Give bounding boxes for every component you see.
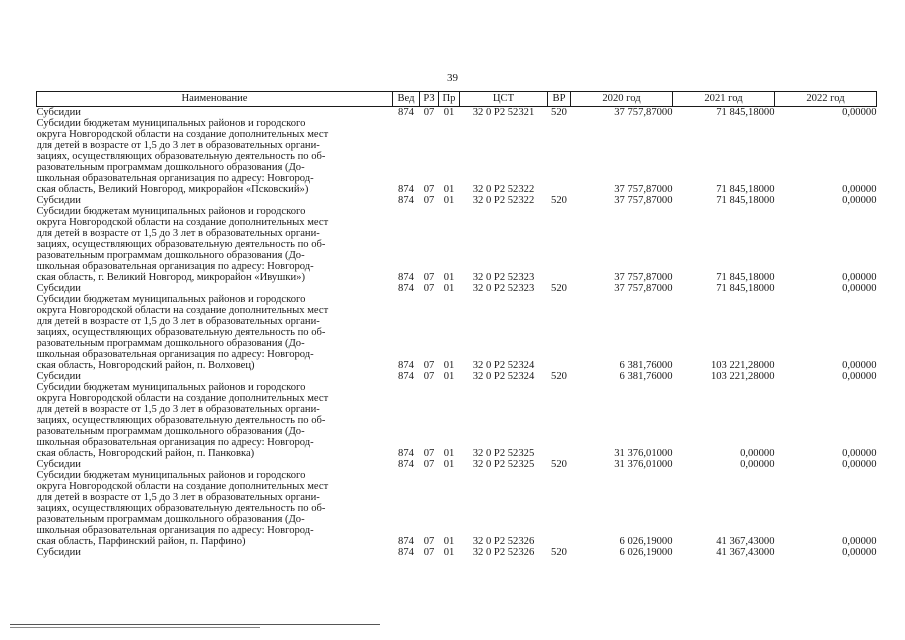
row-2021: 71 845,18000	[716, 184, 775, 195]
row-rz: 07	[423, 360, 435, 371]
row-vr	[548, 294, 571, 371]
row-vr: 520	[551, 459, 567, 470]
table-row	[37, 107, 877, 119]
footer-rule-secondary	[10, 627, 260, 628]
row-pr: 01	[443, 360, 455, 371]
row-cst: 32 0 P2 52325	[472, 448, 535, 459]
row-name-line: округа Новгородской области на создание дополнительных мест	[36, 393, 329, 404]
row-ved: 874	[398, 360, 414, 371]
table-row	[37, 283, 877, 294]
row-2021: 71 845,18000	[716, 272, 775, 283]
row-2020: 6 381,76000	[619, 360, 673, 371]
row-name-line: Субсидии бюджетам муниципальных районов и городского	[36, 470, 306, 481]
row-2021: 71 845,18000	[716, 195, 775, 206]
row-2020: 37 757,87000	[614, 272, 673, 283]
row-name-line: для детей в возрасте от 1,5 до 3 лет в образовательных органи-	[36, 404, 320, 415]
row-name	[37, 195, 393, 206]
table-row	[37, 118, 877, 195]
table-row	[37, 470, 877, 547]
row-ved: 874	[398, 283, 414, 294]
row-name-line: школьная образовательная организация по адресу: Новгород-	[36, 173, 314, 184]
row-name-line: для детей в возрасте от 1,5 до 3 лет в образовательных органи-	[36, 492, 320, 503]
row-pr: 01	[443, 536, 455, 547]
table-row	[37, 382, 877, 459]
row-name-line: округа Новгородской области на создание дополнительных мест	[36, 305, 329, 316]
row-name-line: ская область, Великий Новгород, микрорайон «Псковский»)	[36, 184, 309, 195]
table-body	[37, 107, 877, 559]
row-vr	[548, 206, 571, 283]
row-2020: 31 376,01000	[614, 459, 673, 470]
row-pr: 01	[443, 371, 455, 382]
row-2020: 37 757,87000	[614, 107, 673, 118]
row-cst: 32 0 P2 52323	[472, 272, 535, 283]
row-name-line: разовательным программам дошкольного образования (До-	[36, 426, 305, 437]
header-pr: Пр	[439, 92, 460, 107]
row-2022: 0,00000	[842, 283, 877, 294]
row-2022: 0,00000	[842, 195, 877, 206]
row-rz: 07	[423, 459, 435, 470]
row-pr: 01	[443, 272, 455, 283]
row-vr	[548, 118, 571, 195]
row-rz: 07	[423, 448, 435, 459]
row-name-line: Субсидии	[36, 283, 81, 294]
header-vr: ВР	[548, 92, 571, 107]
table-row	[37, 294, 877, 371]
row-rz: 07	[423, 536, 435, 547]
row-cst: 32 0 P2 52323	[472, 283, 535, 294]
row-name-line: для детей в возрасте от 1,5 до 3 лет в образовательных органи-	[36, 316, 320, 327]
row-rz: 07	[423, 184, 435, 195]
row-2021: 41 367,43000	[716, 536, 775, 547]
row-name-line: зациях, осуществляющих образовательную деятельность по об-	[36, 415, 326, 426]
row-name-line: ская область, г. Великий Новгород, микрорайон «Ивушки»)	[36, 272, 305, 283]
row-name-line: Субсидии бюджетам муниципальных районов и городского	[36, 294, 306, 305]
row-rz: 07	[423, 371, 435, 382]
row-pr: 01	[443, 107, 455, 118]
row-2020: 6 026,19000	[619, 536, 673, 547]
page-number: 39	[447, 72, 458, 84]
row-vr	[548, 382, 571, 459]
row-name	[37, 547, 393, 558]
row-pr: 01	[443, 547, 455, 558]
row-cst: 32 0 P2 52326	[472, 547, 535, 558]
row-cst: 32 0 P2 52321	[472, 107, 535, 118]
row-2022: 0,00000	[842, 360, 877, 371]
row-name	[37, 294, 393, 371]
row-rz: 07	[423, 195, 435, 206]
row-ved: 874	[398, 547, 414, 558]
row-name-line: Субсидии	[36, 547, 81, 558]
row-name-line: Субсидии	[36, 371, 81, 382]
row-ved: 874	[398, 107, 414, 118]
row-name-line: школьная образовательная организация по адресу: Новгород-	[36, 525, 314, 536]
row-name-line: разовательным программам дошкольного образования (До-	[36, 514, 305, 525]
table-row	[37, 547, 877, 558]
footer-rule	[10, 624, 380, 625]
row-cst: 32 0 P2 52326	[472, 536, 535, 547]
row-ved: 874	[398, 371, 414, 382]
row-name-line: зациях, осуществляющих образовательную деятельность по об-	[36, 503, 326, 514]
row-rz: 07	[423, 547, 435, 558]
row-vr: 520	[551, 195, 567, 206]
header-2022: 2022 год	[775, 92, 877, 107]
row-name-line: ская область, Новгородский район, п. Волховец)	[36, 360, 255, 371]
row-pr: 01	[443, 459, 455, 470]
row-2022: 0,00000	[842, 547, 877, 558]
header-cst: ЦСТ	[460, 92, 548, 107]
row-name-line: ская область, Новгородский район, п. Панковка)	[36, 448, 255, 459]
row-vr: 520	[551, 283, 567, 294]
row-vr	[548, 470, 571, 547]
row-name	[37, 459, 393, 470]
row-name-line: для детей в возрасте от 1,5 до 3 лет в образовательных органи-	[36, 140, 320, 151]
row-cst: 32 0 P2 52324	[472, 371, 535, 382]
row-name	[37, 371, 393, 382]
header-2020: 2020 год	[571, 92, 673, 107]
row-2021: 0,00000	[740, 448, 775, 459]
row-ved: 874	[398, 272, 414, 283]
row-name-line: школьная образовательная организация по адресу: Новгород-	[36, 437, 314, 448]
row-name-line: зациях, осуществляющих образовательную деятельность по об-	[36, 151, 326, 162]
row-name	[37, 470, 393, 547]
header-ved: Вед	[393, 92, 420, 107]
row-cst: 32 0 P2 52325	[472, 459, 535, 470]
row-2020: 37 757,87000	[614, 195, 673, 206]
row-2022: 0,00000	[842, 272, 877, 283]
row-pr: 01	[443, 195, 455, 206]
row-2020: 31 376,01000	[614, 448, 673, 459]
row-cst: 32 0 P2 52324	[472, 360, 535, 371]
row-2022: 0,00000	[842, 459, 877, 470]
row-name	[37, 118, 393, 195]
row-vr: 520	[551, 547, 567, 558]
row-pr: 01	[443, 283, 455, 294]
row-name-line: школьная образовательная организация по адресу: Новгород-	[36, 349, 314, 360]
row-ved: 874	[398, 448, 414, 459]
row-name-line: разовательным программам дошкольного образования (До-	[36, 338, 305, 349]
row-2020: 6 026,19000	[619, 547, 673, 558]
row-name-line: Субсидии	[36, 459, 81, 470]
table-header-row	[37, 92, 877, 107]
row-2021: 71 845,18000	[716, 107, 775, 118]
table-row	[37, 206, 877, 283]
row-ved: 874	[398, 459, 414, 470]
row-cst: 32 0 P2 52322	[472, 184, 535, 195]
table-row	[37, 459, 877, 470]
row-2022: 0,00000	[842, 184, 877, 195]
row-vr: 520	[551, 107, 567, 118]
row-2022: 0,00000	[842, 371, 877, 382]
row-cst: 32 0 P2 52322	[472, 195, 535, 206]
row-name	[37, 382, 393, 459]
row-name-line: Субсидии бюджетам муниципальных районов и городского	[36, 206, 306, 217]
row-name-line: Субсидии	[36, 195, 81, 206]
row-pr: 01	[443, 184, 455, 195]
row-name-line: разовательным программам дошкольного образования (До-	[36, 250, 305, 261]
row-name-line: Субсидии	[36, 107, 81, 118]
budget-table	[36, 91, 877, 558]
table-row	[37, 371, 877, 382]
row-vr: 520	[551, 371, 567, 382]
header-name: Наименование	[37, 92, 393, 107]
row-name-line: ская область, Парфинский район, п. Парфино)	[36, 536, 246, 547]
row-rz: 07	[423, 283, 435, 294]
row-2022: 0,00000	[842, 448, 877, 459]
row-2021: 103 221,28000	[710, 371, 775, 382]
row-2022: 0,00000	[842, 536, 877, 547]
row-name-line: зациях, осуществляющих образовательную деятельность по об-	[36, 239, 326, 250]
row-ved: 874	[398, 195, 414, 206]
row-name-line: для детей в возрасте от 1,5 до 3 лет в образовательных органи-	[36, 228, 320, 239]
row-name-line: Субсидии бюджетам муниципальных районов и городского	[36, 118, 306, 129]
row-rz: 07	[423, 272, 435, 283]
row-2021: 41 367,43000	[716, 547, 775, 558]
row-pr: 01	[443, 448, 455, 459]
row-name-line: округа Новгородской области на создание дополнительных мест	[36, 129, 329, 140]
row-name-line: Субсидии бюджетам муниципальных районов и городского	[36, 382, 306, 393]
row-name-line: зациях, осуществляющих образовательную деятельность по об-	[36, 327, 326, 338]
table-row	[37, 195, 877, 206]
row-name-line: округа Новгородской области на создание дополнительных мест	[36, 217, 329, 228]
row-name-line: школьная образовательная организация по адресу: Новгород-	[36, 261, 314, 272]
header-rz: РЗ	[420, 92, 439, 107]
row-2021: 103 221,28000	[710, 360, 775, 371]
row-name-line: округа Новгородской области на создание дополнительных мест	[36, 481, 329, 492]
row-ved: 874	[398, 184, 414, 195]
header-2021: 2021 год	[673, 92, 775, 107]
row-name-line: разовательным программам дошкольного образования (До-	[36, 162, 305, 173]
row-2020: 37 757,87000	[614, 283, 673, 294]
row-ved: 874	[398, 536, 414, 547]
row-2020: 37 757,87000	[614, 184, 673, 195]
row-rz: 07	[423, 107, 435, 118]
row-2020: 6 381,76000	[619, 371, 673, 382]
row-2021: 0,00000	[740, 459, 775, 470]
row-name	[37, 283, 393, 294]
row-2022: 0,00000	[842, 107, 877, 118]
row-name	[37, 206, 393, 283]
row-2021: 71 845,18000	[716, 283, 775, 294]
row-name	[37, 107, 393, 119]
